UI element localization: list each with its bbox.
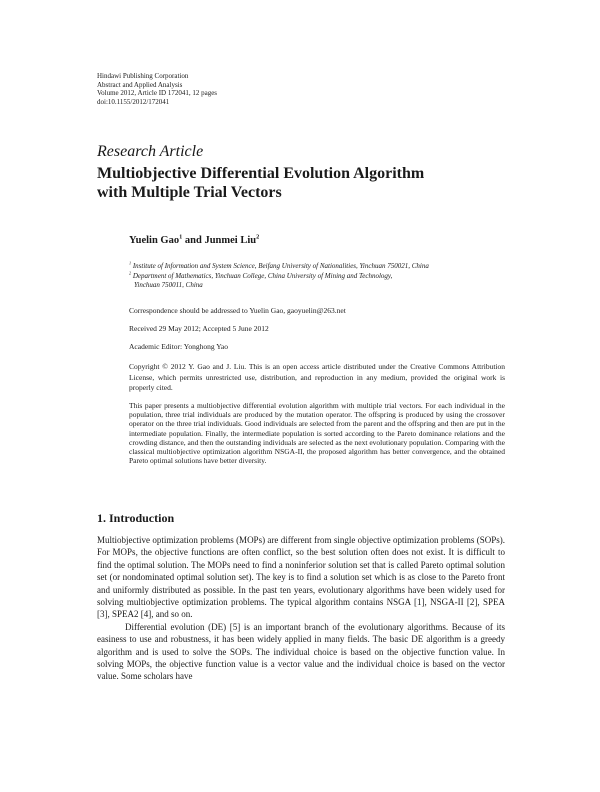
affiliation-2 xyxy=(129,272,429,282)
journal-header xyxy=(97,72,217,106)
section-heading: 1. Introduction xyxy=(97,511,175,525)
copyright-notice: Copyright © 2012 Y. Gao and J. Liu. This is an open access article distributed under the Creative Commons Attribution License, which permits unrestricted use, distribution, and reproduction in any medium, provided the original work is properly cited. xyxy=(129,362,505,392)
author-name: Yuelin Gao xyxy=(129,235,180,246)
affiliations xyxy=(129,262,429,291)
affiliation-marker: 1 xyxy=(179,233,183,241)
title-line-1: Multiobjective Differential Evolution Algorithm xyxy=(97,165,425,182)
paper-title xyxy=(97,164,424,202)
affiliation-2-continuation: Yinchuan 750011, China xyxy=(134,281,203,289)
paragraph: Multiobjective optimization problems (MOPs) are different from single objective optimization problems (SOPs). For MOPs, the objective functions are often conflict, so the best solution often does not exist. It is difficult to find the optimal solution. The MOPs need to find a noninferior solution set that is called Pareto optimal solution set (or nondominated optimal solution set). The key is to find a solution set which is as close to the Pareto front and uniformly distributed as possible. In the past ten years, evolutionary algorithms have been widely used for solving multiobjective optimization problems. The typical algorithm contains NSGA [1], NSGA-II [2], SPEA [3], SPEA2 [4], and so on. xyxy=(97,535,505,620)
affiliation-text: Department of Mathematics, Yinchuan College, China University of Mining and Technology, xyxy=(132,271,393,280)
received-dates: Received 29 May 2012; Accepted 5 June 2012 xyxy=(129,324,269,333)
volume-info: Volume 2012, Article ID 172041, 12 pages xyxy=(97,89,218,97)
affiliation-text: Institute of Information and System Science, Beifang University of Nationalities, Yinchuan 750021, China xyxy=(132,262,429,270)
paragraph: Differential evolution (DE) [5] is an important branch of the evolutionary algorithms. Because of its easiness to use and robustness, it has been widely applied in many fields. The basic DE algorithm is a greedy algorithm and is used to solve the SOPs. The individual choice is based on the objective function value. In solving MOPs, the objective function value is a vector value and the individual choice is based on the vector value. Some scholars have xyxy=(97,621,505,682)
academic-editor: Academic Editor: Yonghong Yao xyxy=(129,342,228,351)
author-conjunction: and xyxy=(182,235,205,246)
affiliation-number: 2 xyxy=(129,270,132,276)
affiliation-number: 1 xyxy=(129,260,132,266)
correspondence: Correspondence should be addressed to Yuelin Gao, gaoyuelin@263.net xyxy=(129,306,346,315)
doi[interactable]: doi:10.1155/2012/172041 xyxy=(97,97,170,106)
author-list xyxy=(129,235,259,246)
affiliation-1 xyxy=(129,262,429,272)
introduction-body xyxy=(97,534,505,683)
author-name: Junmei Liu xyxy=(204,235,257,246)
article-type: Research Article xyxy=(97,143,204,160)
title-line-2: with Multiple Trial Vectors xyxy=(97,184,282,201)
abstract: This paper presents a multiobjective differential evolution algorithm with multiple trial vectors. For each individual in the population, three trial individuals are produced by the mutation operator. The offspring is produced by using the crossover operator on the three trial individuals. Good individuals are selected from the parent and the offspring and then are put in the intermediate population. Finally, the intermediate population is sorted according to the Pareto dominance relations and the crowding distance, and then the outstanding individuals are selected as the next evolutionary population. Comparing with the classical multiobjective optimization algorithm NSGA-II, the proposed algorithm has better convergence, and the obtained Pareto optimal solutions have better diversity. xyxy=(129,401,505,466)
affiliation-marker: 2 xyxy=(256,233,260,241)
publisher: Hindawi Publishing Corporation xyxy=(97,72,189,80)
journal-name: Abstract and Applied Analysis xyxy=(97,80,183,89)
